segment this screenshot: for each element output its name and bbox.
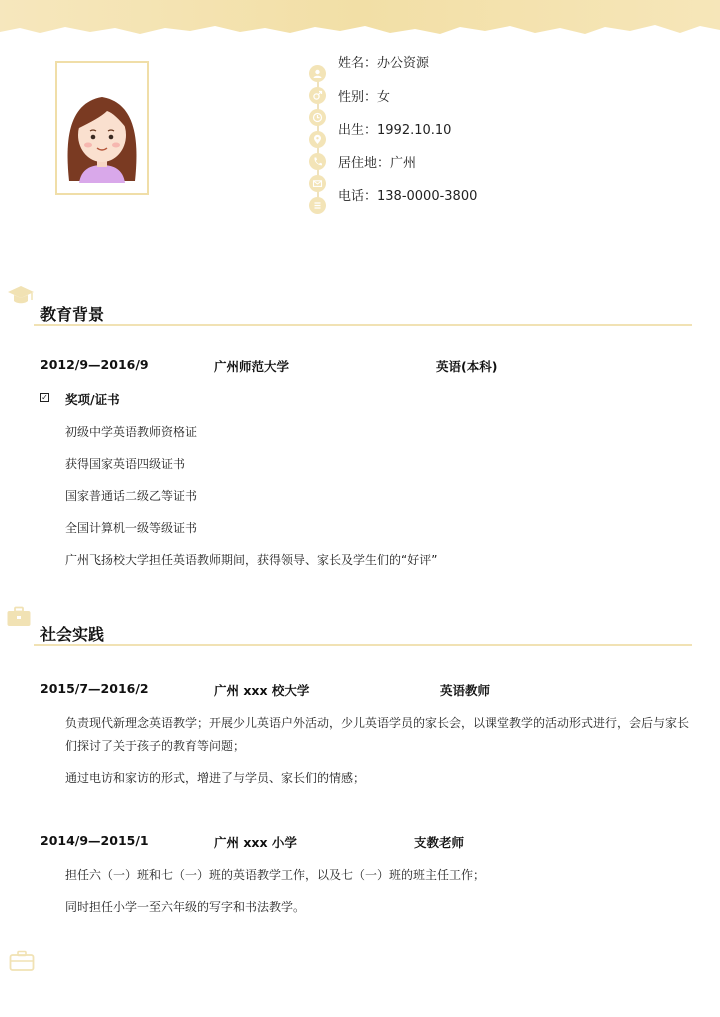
info-row-mail [309,174,326,192]
practice-description: 通过电访和家访的形式，增进了与学员、家长们的情感； [65,771,366,785]
award-item: 获得国家英语四级证书 [65,457,186,471]
info-row-list [309,196,326,214]
avatar [57,63,147,193]
practice-description: 负责现代新理念英语教学；开展少儿英语户外活动，少儿英语学员的家长会，以课堂教学的活动形式进行，会后与家长 [65,716,690,730]
briefcase-icon [6,606,32,628]
section-divider [34,324,692,326]
profile-phone: 电话：138-0000-3800 [338,189,478,204]
graduation-cap-icon [6,284,36,306]
checkbox-icon: ✓ [41,393,48,402]
practice-period: 2015/7—2016/2 [40,681,149,696]
award-item: 国家普通话二级乙等证书 [65,489,198,503]
profile-birth: 出生：1992.10.10 [338,123,452,138]
gender-icon [309,87,326,104]
header-banner [0,0,720,40]
briefcase-outline-icon [9,950,35,972]
info-row-phone [309,152,326,170]
practice-role: 英语教师 [440,683,491,698]
practice-period: 2014/9—2015/1 [40,833,149,848]
education-school: 广州师范大学 [214,359,290,374]
section-divider [34,644,692,646]
profile-photo [55,61,149,195]
practice-description: 们探讨了关于孩子的教育等问题； [65,739,246,753]
user-icon [309,65,326,82]
info-row-location [309,130,326,148]
info-row-user [309,64,326,82]
award-item: 初级中学英语教师资格证 [65,425,198,439]
practice-role: 支教老师 [414,835,465,850]
mail-icon [309,175,326,192]
clock-icon [309,109,326,126]
section-title-practice: 社会实践 [40,625,105,644]
practice-description: 担任六（一）班和七（一）班的英语教学工作，以及七（一）班的班主任工作； [65,868,486,882]
award-item: 广州飞扬校大学担任英语教师期间，获得领导、家长及学生们的“好评” [65,553,438,567]
award-item: 全国计算机一级等级证书 [65,521,198,535]
profile-residence: 居住地：广州 [338,156,417,171]
profile-gender: 性别：女 [338,90,391,105]
practice-org: 广州 xxx 小学 [214,835,297,850]
awards-label: 奖项/证书 [65,392,120,407]
section-title-education: 教育背景 [40,305,105,324]
phone-icon [309,153,326,170]
practice-org: 广州 xxx 校大学 [214,683,310,698]
education-major: 英语(本科) [436,359,498,374]
info-row-gender [309,86,326,104]
list-icon [309,197,326,214]
location-icon [309,131,326,148]
profile-name: 姓名：办公资源 [338,56,430,71]
education-period: 2012/9—2016/9 [40,357,149,372]
practice-description: 同时担任小学一至六年级的写字和书法教学。 [65,900,306,914]
info-row-clock [309,108,326,126]
